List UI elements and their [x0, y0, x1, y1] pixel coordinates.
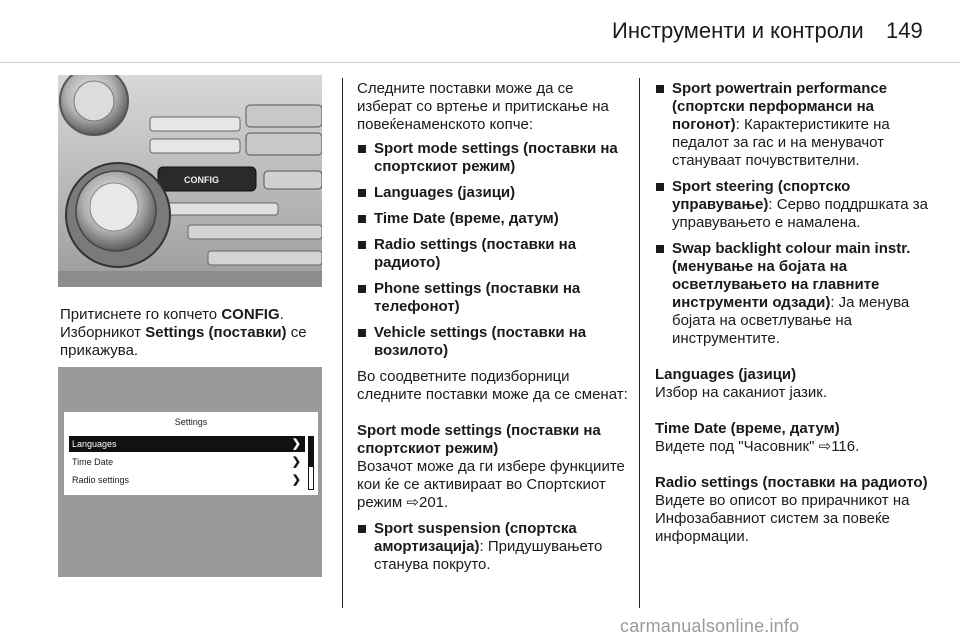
- list-item-text: : Придушувањето станува покруто.: [374, 538, 603, 573]
- list-item: [357, 210, 632, 228]
- page-reference: 201.: [419, 494, 449, 511]
- time-date-text: [655, 438, 930, 456]
- console-photo: [58, 75, 322, 287]
- list-item: [655, 178, 930, 232]
- list-item: [655, 80, 930, 170]
- settings-item-label: Time Date: [72, 457, 114, 467]
- square-bullet-icon: [358, 329, 366, 337]
- right-column: [655, 80, 930, 546]
- settings-scrollbar: [308, 436, 314, 490]
- intro-text: Изборникот: [60, 324, 146, 341]
- square-bullet-icon: [358, 525, 366, 533]
- settings-scroll-thumb: [309, 437, 313, 467]
- submenu-intro: Во соодветните подизборници следните поставки може да се сменат:: [357, 368, 628, 403]
- square-bullet-icon: [358, 215, 366, 223]
- square-bullet-icon: [656, 85, 664, 93]
- settings-menu-list: [357, 140, 632, 360]
- list-item: [357, 140, 632, 176]
- list-item-text: Languages (јазици): [374, 184, 516, 201]
- intro-text: се: [286, 324, 307, 341]
- sport-options-list: [655, 80, 930, 348]
- list-item: [655, 240, 930, 348]
- page-number: 149: [886, 18, 923, 43]
- sport-mode-text: [357, 458, 632, 512]
- column-divider-left: [342, 78, 343, 608]
- watermark: carmanualsonline.info: [620, 616, 800, 636]
- settings-item-label: Languages: [72, 439, 117, 449]
- list-item-text: Vehicle settings (поставки на возилото): [374, 324, 587, 359]
- settings-item-time-date: [69, 454, 305, 470]
- sport-mode-description: Возачот може да ги избере функциите кои ќе се активираат во Спортскиот режим: [357, 458, 625, 511]
- console-illustration: [58, 75, 322, 287]
- list-item-text: : Карактеристиките на педалот за гас и на менувачот стануваат почувствителни.: [672, 116, 890, 169]
- list-item-text: Radio settings (поставки на радиото): [374, 236, 577, 271]
- settings-item-languages: [69, 436, 305, 452]
- settings-menu-name: Settings (поставки): [145, 324, 287, 341]
- list-item-text: Time Date (време, датум): [374, 210, 559, 227]
- header-divider: [0, 62, 960, 63]
- reference-arrow-icon: ⇨: [406, 494, 419, 511]
- radio-settings-heading: Radio settings (поставки на радиото): [655, 474, 928, 491]
- middle-column: [357, 80, 632, 582]
- chevron-right-icon: ❯: [291, 438, 301, 450]
- settings-display: [64, 412, 318, 495]
- left-intro-text: [60, 306, 335, 360]
- reference-arrow-icon: ⇨: [818, 438, 832, 455]
- page-header-title: Инструменти и контроли: [612, 18, 864, 43]
- settings-intro: Следните поставки може да се изберат со вртење и притискање на повеќенаменското копче:: [357, 80, 609, 133]
- time-date-heading: Time Date (време, датум): [655, 420, 840, 437]
- list-item-text: Phone settings (поставки на телефонот): [374, 280, 581, 315]
- square-bullet-icon: [358, 285, 366, 293]
- list-item: [357, 280, 632, 316]
- settings-screen-panel: [58, 367, 322, 577]
- list-item-title: Swap backlight colour main instr. (менување на бојата на осветлувањето на главните инструменти одзади): [672, 240, 911, 311]
- list-item-text: Sport mode settings (поставки на спортскиот режим): [374, 140, 618, 175]
- settings-item-radio-settings: [69, 472, 305, 488]
- intro-text: Притиснете го копчето: [60, 306, 222, 323]
- languages-text: Избор на саканиот јазик.: [655, 384, 828, 401]
- radio-settings-text: Видете во описот во прирачникот на Инфозабавниот систем за повеќе информации.: [655, 492, 910, 545]
- languages-heading: Languages (јазици): [655, 366, 797, 383]
- list-item: [357, 520, 632, 574]
- list-item: [357, 236, 632, 272]
- intro-punct: .: [279, 306, 284, 323]
- intro-text: прикажува.: [60, 342, 139, 359]
- list-item: [357, 324, 632, 360]
- chevron-right-icon: ❯: [291, 456, 301, 468]
- list-item-title: Sport powertrain performance (спортски перформанси на погонот): [672, 80, 888, 133]
- page-reference: 116.: [831, 438, 860, 455]
- settings-item-label: Radio settings: [72, 475, 130, 485]
- chevron-right-icon: ❯: [291, 474, 301, 486]
- square-bullet-icon: [358, 145, 366, 153]
- time-date-description: Видете под "Часовник": [655, 438, 819, 455]
- settings-screen-title: Settings: [174, 417, 208, 427]
- list-item-title: Sport suspension (спортска амортизација): [374, 520, 577, 555]
- square-bullet-icon: [656, 245, 664, 253]
- config-button-label: CONFIG: [184, 175, 219, 185]
- square-bullet-icon: [358, 241, 366, 249]
- config-button-name: CONFIG: [221, 306, 280, 323]
- list-item-title: Sport steering (спортско управување): [672, 178, 851, 213]
- column-divider-right: [639, 78, 640, 608]
- list-item-text: : Серво поддршката за управувањето е намалена.: [672, 196, 928, 231]
- list-item-text: : Ја менува бојата на осветлување на инструментите.: [672, 294, 910, 347]
- square-bullet-icon: [656, 183, 664, 191]
- sport-mode-heading: Sport mode settings (поставки на спортскиот режим): [357, 422, 601, 457]
- list-item: [357, 184, 632, 202]
- sport-suspension-list: [357, 520, 632, 574]
- square-bullet-icon: [358, 189, 366, 197]
